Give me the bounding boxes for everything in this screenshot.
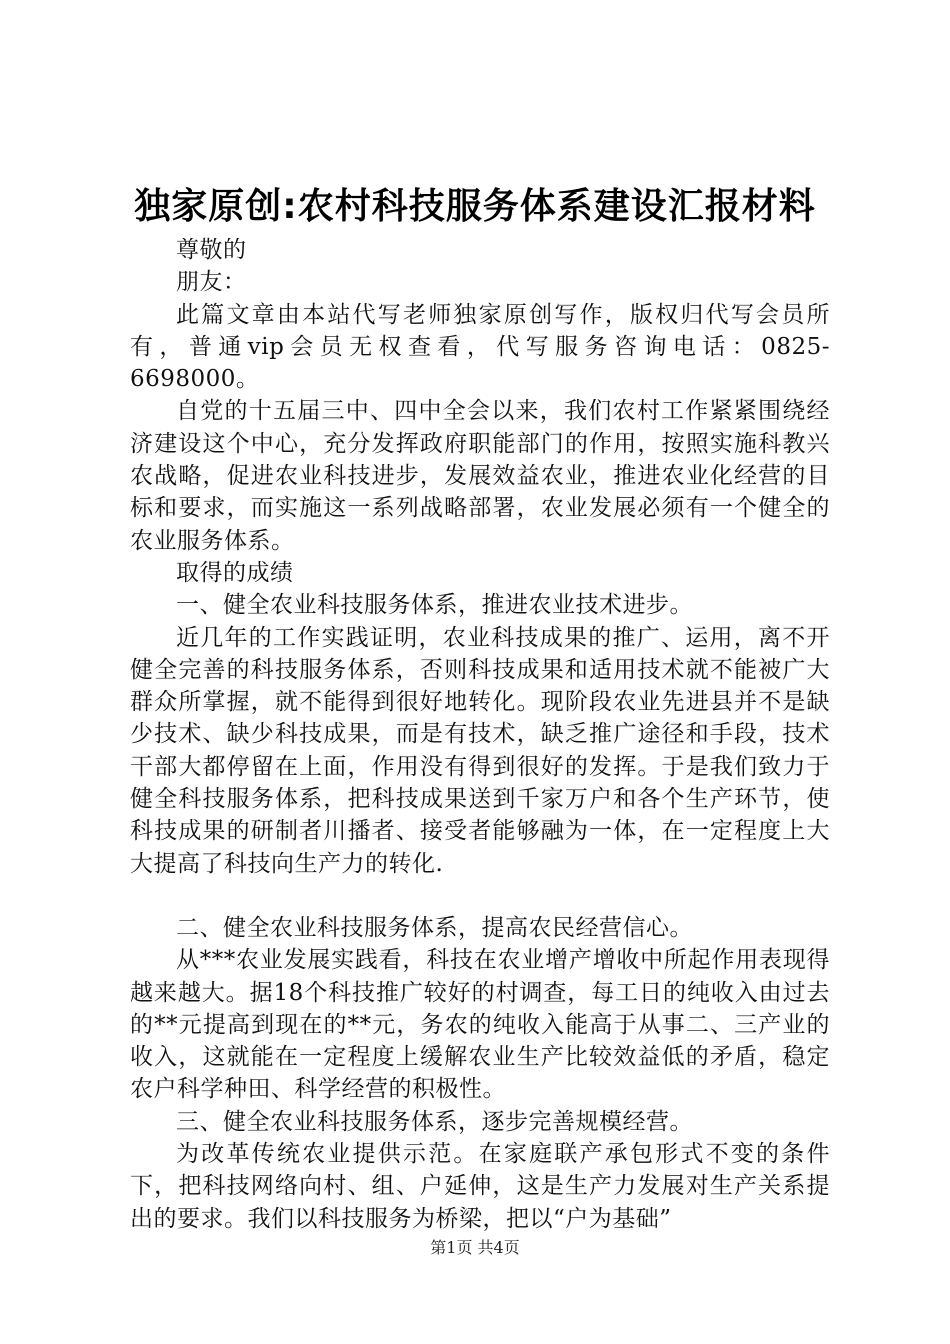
paragraph-salutation: 尊敬的 [176,237,247,263]
section-heading-1: 一、健全农业科技服务体系，推进农业技术进步。 [176,592,693,619]
section-heading-3: 三、健全农业科技服务体系，逐步完善规模经营。 [176,1108,693,1135]
document-body [130,234,830,1235]
paragraph-copyright-notice: 此篇文章由本站代写老师独家原创写作，版权归代写会员所有，普通vip会员无权查看，代写服务咨询电话：0825-6698000。 [130,301,830,393]
document-title: 独家原创:农村科技服务体系建设汇报材料 [134,186,816,227]
paragraph-friend: 朋友： [176,269,247,296]
page-number-footer: 第1页 共4页 [430,1238,520,1257]
paragraph-section-3: 为改革传统农业提供示范。在家庭联产承包形式不变的条件下，把科技网络向村、组、户延伸，这是生产力发展对生产关系提出的要求。我们以科技服务为桥梁，把以“户为基础” [130,1141,830,1232]
section-heading-2: 二、健全农业科技服务体系，提高农民经营信心。 [176,914,693,941]
paragraph-section-1: 近几年的工作实践证明，农业科技成果的推广、运用，离不开健全完善的科技服务体系，否则科技成果和适用技术就不能被广大群众所掌握，就不能得到很好地转化。现阶段农业先进县并不是缺少技术、缺少科技成果，而是有技术，缺乏推广途径和手段，技术干部大都停留在上面，作用没有得到很好的发挥。于是我们致力于健全科技服务体系，把科技成果送到千家万户和各个生产环节，使科技成果的研制者川播者、接受者能够融为一体，在一定程度上大大提高了科技向生产力的转化. [130,624,830,877]
section-heading-achievements: 取得的成绩 [176,559,294,586]
paragraph-intro: 自党的十五届三中、四中全会以来，我们农村工作紧紧围绕经济建设这个中心，充分发挥政府职能部门的作用，按照实施科教兴农战略，促进农业科技进步，发展效益农业，推进农业化经营的目标和要求，而实施这一系列战略部署，农业发展必须有一个健全的农业服务体系。 [130,398,830,554]
paragraph-section-2: 从***农业发展实践看，科技在农业增产增收中所起作用表现得越来越大。据18个科技推广较好的村调查，每工日的纯收入由过去的**元提高到现在的**元，务农的纯收入能高于从事二、三产业的收入，这就能在一定程度上缓解农业生产比较效益低的矛盾，稳定农户科学种田、科学经营的积极性。 [130,947,830,1103]
